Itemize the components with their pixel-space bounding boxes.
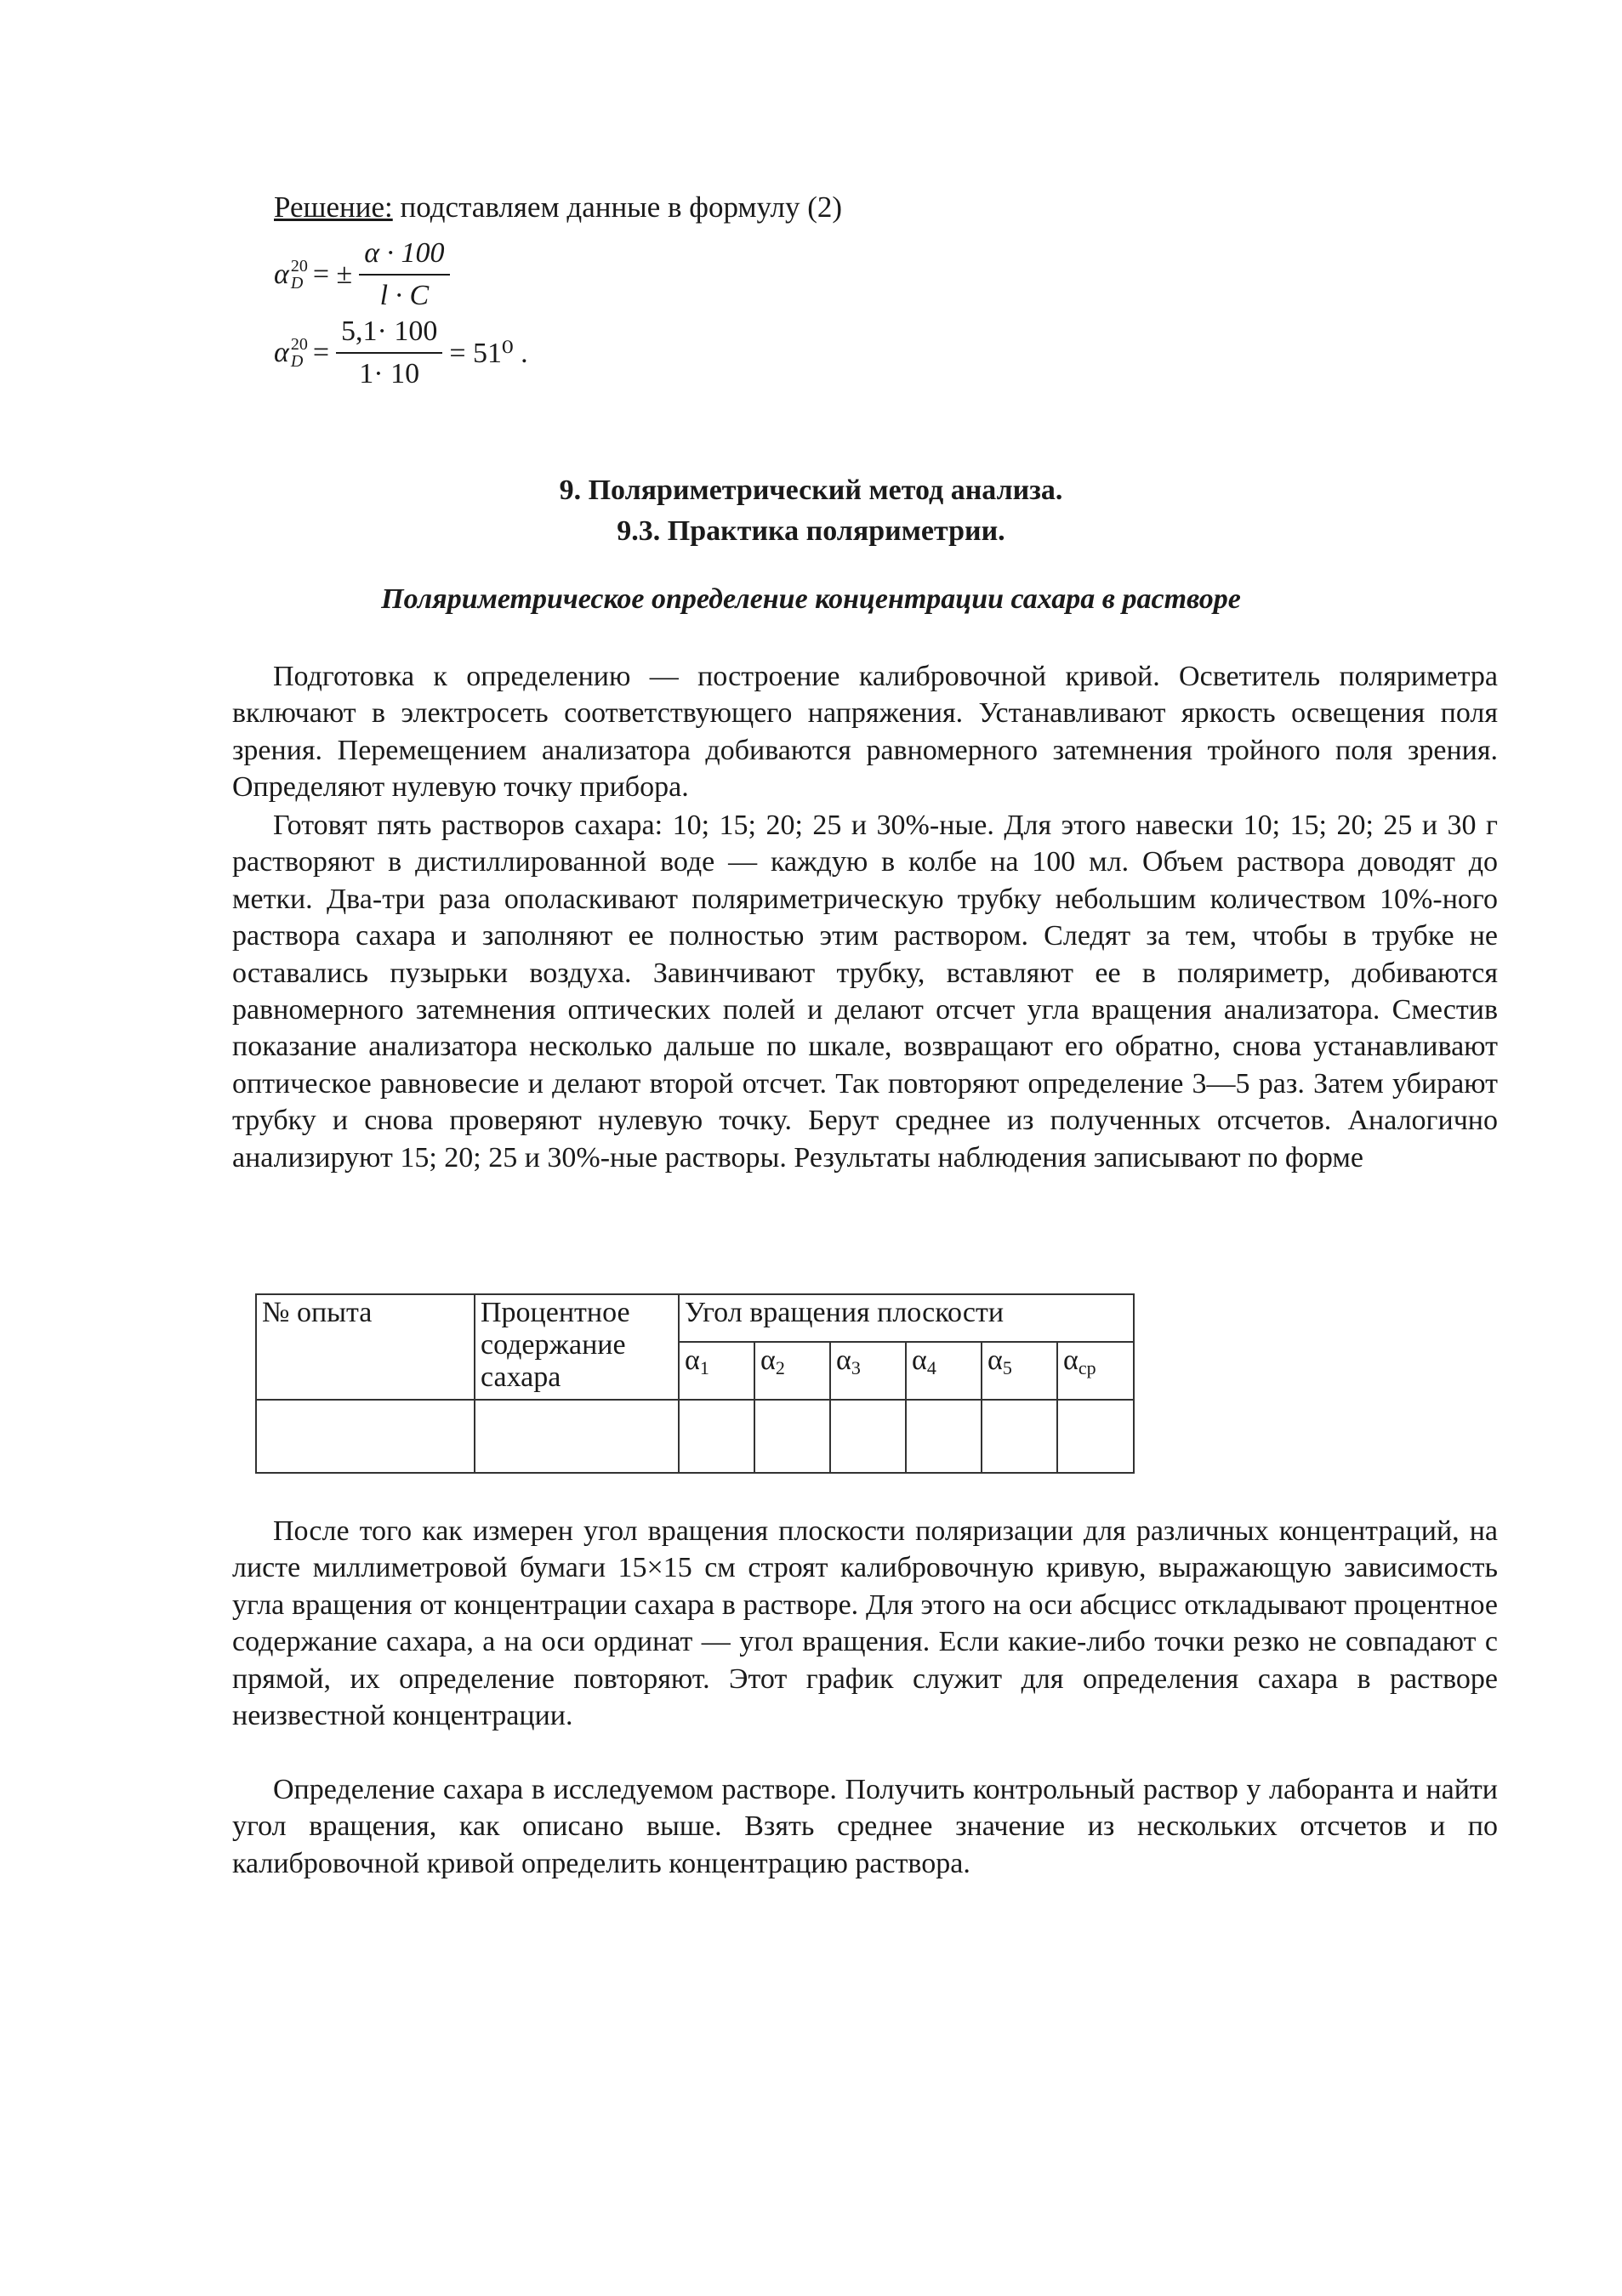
formula2-sub: D bbox=[290, 352, 304, 371]
solution-text: подставляем данные в формулу (2) bbox=[392, 190, 843, 224]
table-cell bbox=[830, 1400, 906, 1473]
formula2-result: = 51⁰ . bbox=[449, 338, 528, 369]
paragraph-preparation: Подготовка к определению — построение калибровочной кривой. Осветитель поляриметра включают в электросеть соответствующего напряжения. Устанавливают яркость освещения поля зрения. Перемещением анализатора добиваются равномерного затемнения тройного поля зрения. Определяют нулевую точку прибора. bbox=[232, 661, 1498, 804]
header-angle: Угол вращения плоскости bbox=[679, 1294, 1134, 1342]
formula1-operator: = ± bbox=[312, 259, 353, 290]
paragraph-determination: Определение сахара в исследуемом растворе. Получить контрольный раствор у лаборанта и найти угол вращения, как описано выше. Взять среднее значение из нескольких отсчетов и по калибровочной кривой определить концентрацию раствора. bbox=[232, 1774, 1498, 1879]
table-cell bbox=[256, 1400, 475, 1473]
formula2-indices bbox=[291, 336, 308, 370]
table-cell bbox=[475, 1400, 679, 1473]
formula1-symbol: α bbox=[274, 259, 289, 290]
table-cell bbox=[1057, 1400, 1134, 1473]
table-cell bbox=[906, 1400, 982, 1473]
paragraph-procedure: Готовят пять растворов сахара: 10; 15; 20; 25 и 30%-ные. Для этого навески 10; 15; 20; 25 и 30 г растворяют в дистиллированной воде — каждую в колбе на 100 мл. Объем раствора доводят до метки. Два-три раза ополаскивают поляриметрическую трубку небольшим количеством 10%-ного раствора сахара и заполняют ее полностью этим раствором. Следят за тем, чтобы в трубке не оставались пузырьки воздуха. Завинчивают трубку, вставляют ее в поляриметр, добиваются равномерного затемнения оптических полей и делают отсчет угла вращения анализатора. Сместив показание анализатора несколько дальше по шкале, возвращают его обратно, снова устанавливают оптическое равновесие и делают второй отсчет. Так повторяют определение 3—5 раз. Затем убирают трубку и снова проверяют нулевую точку. Берут среднее из полученных отсчетов. Аналогично анализируют 15; 20; 25 и 30%-ные растворы. Результаты наблюдения записывают по форме bbox=[232, 810, 1498, 1174]
formula1-sup: 20 bbox=[290, 257, 308, 276]
table-cell bbox=[754, 1400, 830, 1473]
formula-general bbox=[274, 236, 457, 313]
header-alpha-5: α5 bbox=[982, 1342, 1057, 1400]
chapter-heading: 9. Поляриметрический метод анализа. bbox=[559, 475, 1063, 506]
results-form-table bbox=[255, 1293, 1135, 1474]
formula1-fraction bbox=[359, 236, 449, 313]
formula2-fraction bbox=[336, 315, 442, 391]
header-alpha-2: α2 bbox=[754, 1342, 830, 1400]
formula2-numerator: 5,1· 100 bbox=[336, 315, 442, 354]
formula1-numerator: α · 100 bbox=[359, 236, 449, 276]
paragraph-calibration: После того как измерен угол вращения плоскости поляризации для различных концентраций, на листе миллиметровой бумаги 15×15 см строят калибровочную кривую, выражающую зависимость угла вращения от концентрации сахара в растворе. Для этого на оси абсцисс откладывают процентное содержание сахара, а на оси ординат — угол вращения. Если какие-либо точки резко не совпадают с прямой, их определение повторяют. Этот график служит для определения сахара в растворе неизвестной концентрации. bbox=[232, 1515, 1498, 1732]
solution-line bbox=[274, 189, 842, 226]
solution-label: Решение: bbox=[274, 190, 393, 224]
header-alpha-1: α1 bbox=[679, 1342, 754, 1400]
subsection-heading: Поляриметрическое определение концентрации сахара в растворе bbox=[381, 583, 1241, 615]
formula1-denominator: l · C bbox=[379, 280, 430, 311]
header-percent: Процентное содержание сахара bbox=[475, 1294, 679, 1400]
header-experiment: № опыта bbox=[256, 1294, 475, 1400]
formula-calculation bbox=[274, 315, 528, 391]
table-cell bbox=[679, 1400, 754, 1473]
header-alpha-4: α4 bbox=[906, 1342, 982, 1400]
header-alpha-avg: αср bbox=[1057, 1342, 1134, 1400]
table-empty-row bbox=[256, 1400, 1134, 1473]
section-heading: 9.3. Практика поляриметрии. bbox=[617, 515, 1005, 547]
formula1-sub: D bbox=[290, 274, 304, 293]
formula1-indices bbox=[291, 258, 308, 292]
formula2-symbol: α bbox=[274, 337, 289, 368]
formula2-operator: = bbox=[312, 337, 330, 368]
table-cell bbox=[982, 1400, 1057, 1473]
table-header-row bbox=[256, 1294, 1134, 1342]
formula2-sup: 20 bbox=[290, 335, 308, 354]
formula2-denominator: 1· 10 bbox=[359, 358, 420, 389]
header-alpha-3: α3 bbox=[830, 1342, 906, 1400]
